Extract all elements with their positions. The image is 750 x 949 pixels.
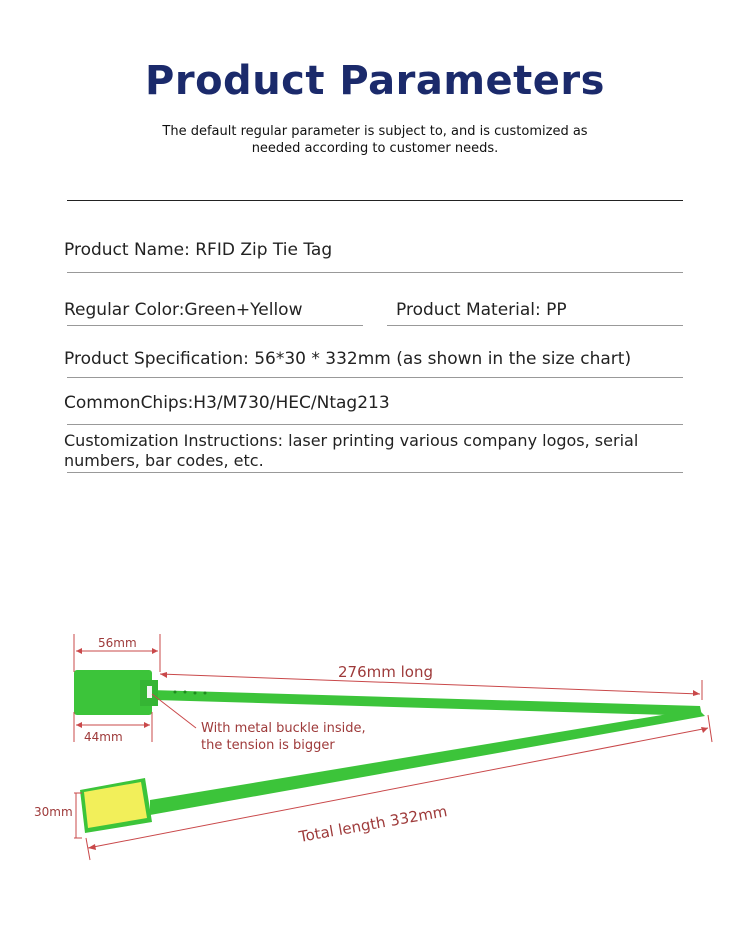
label-332mm: Total length 332mm: [297, 802, 449, 846]
label-56mm: 56mm: [98, 636, 137, 650]
page-title: Product Parameters: [145, 58, 605, 104]
param-product-material: Product Material: PP: [396, 300, 567, 320]
buckle-note-line2: the tension is bigger: [201, 738, 335, 753]
dimension-30mm: [34, 793, 82, 838]
label-30mm: 30mm: [34, 805, 73, 819]
param-customization-instructions: Customization Instructions: laser printing various company logos, serial numbers, bar codes, etc.: [64, 431, 639, 470]
dimension-56mm: [74, 634, 160, 672]
dimension-332mm: [86, 715, 712, 860]
label-44mm: 44mm: [84, 730, 123, 744]
param-product-name: Product Name: RFID Zip Tie Tag: [64, 240, 333, 260]
param-regular-color: Regular Color:Green+Yellow: [64, 300, 303, 320]
buckle-note-line1: With metal buckle inside,: [201, 721, 366, 736]
page-subtitle: The default regular parameter is subject to, and is customized as needed according to customer needs.: [162, 124, 588, 156]
param-common-chips: CommonChips:H3/M730/HEC/Ntag213: [64, 393, 390, 413]
label-276mm: 276mm long: [338, 663, 433, 681]
dimension-44mm: [74, 712, 152, 744]
param-product-specification: Product Specification: 56*30 * 332mm (as shown in the size chart): [64, 349, 632, 369]
